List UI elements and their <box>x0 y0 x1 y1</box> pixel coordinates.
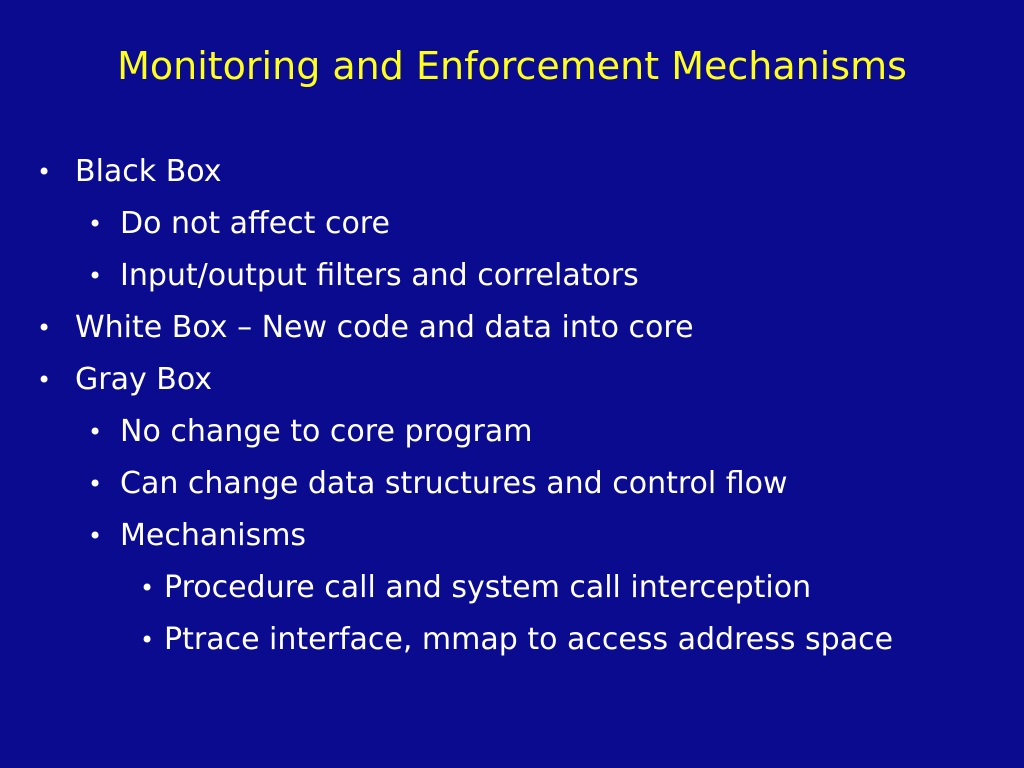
bullet-marker: • <box>140 626 155 654</box>
bullet-text: Do not affect core <box>120 206 390 241</box>
slide-title: Monitoring and Enforcement Mechanisms <box>117 44 907 88</box>
bullet-text: Ptrace interface, mmap to access address space <box>164 622 894 657</box>
bullet-item-gray-box <box>0 354 1024 406</box>
bullet-item-ptrace-mmap <box>0 614 1024 666</box>
bullet-text: White Box – New code and data into core <box>75 310 694 345</box>
bullet-text: No change to core program <box>120 414 533 449</box>
bullet-text: Procedure call and system call interception <box>164 570 812 605</box>
bullet-text: Gray Box <box>75 362 213 397</box>
bullet-marker: • <box>88 522 103 550</box>
bullet-item-black-box <box>0 146 1024 198</box>
bullet-item-white-box <box>0 302 1024 354</box>
bullet-marker: • <box>140 574 155 602</box>
bullet-marker: • <box>37 158 52 186</box>
bullet-text: Mechanisms <box>120 518 307 553</box>
bullet-marker: • <box>37 366 52 394</box>
bullet-item-do-not-affect-core <box>0 198 1024 250</box>
bullet-text: Input/output filters and correlators <box>120 258 639 293</box>
bullet-item-input-output-filters <box>0 250 1024 302</box>
bullet-marker: • <box>88 418 103 446</box>
bullet-list <box>0 146 1024 666</box>
bullet-text: Can change data structures and control flow <box>120 466 788 501</box>
bullet-marker: • <box>88 470 103 498</box>
bullet-item-no-change-to-core <box>0 406 1024 458</box>
bullet-item-change-data-structures <box>0 458 1024 510</box>
bullet-marker: • <box>37 314 52 342</box>
bullet-text: Black Box <box>75 154 222 189</box>
bullet-item-procedure-call-interception <box>0 562 1024 614</box>
bullet-item-mechanisms <box>0 510 1024 562</box>
bullet-marker: • <box>88 210 103 238</box>
bullet-marker: • <box>88 262 103 290</box>
